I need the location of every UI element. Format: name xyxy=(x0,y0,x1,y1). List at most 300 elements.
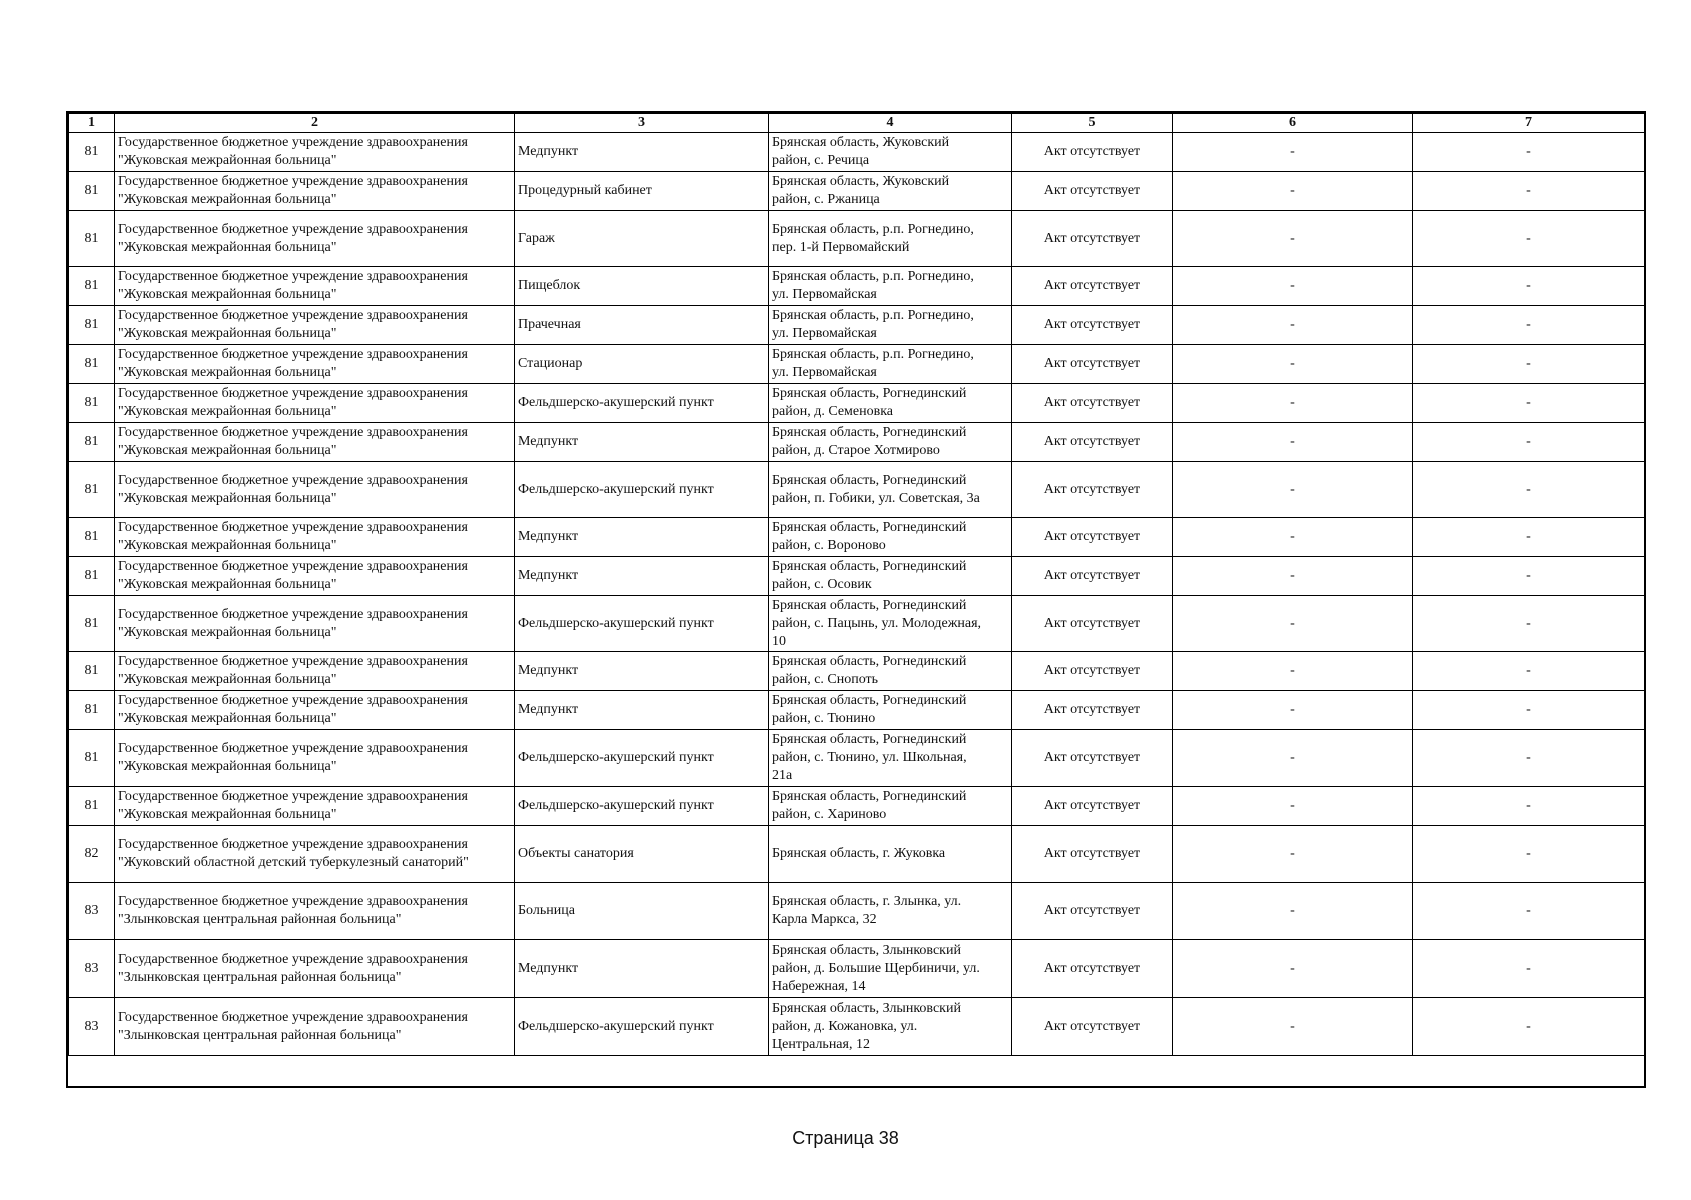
table-row xyxy=(69,883,1645,940)
page-number: Страница 38 xyxy=(792,1128,899,1148)
address-line: район, с. Вороново xyxy=(772,538,886,553)
address-line: район, с. Пацынь, ул. Молодежная, xyxy=(772,615,982,631)
act-status-cell xyxy=(1012,940,1173,998)
organization-name: "Жуковская межрайонная больница" xyxy=(118,443,337,458)
object-name: Стационар xyxy=(518,356,583,371)
column-6-value: - xyxy=(1290,230,1295,246)
address-cell xyxy=(769,518,1012,557)
organization-cell xyxy=(115,345,515,384)
organization-name: "Жуковская межрайонная больница" xyxy=(118,192,337,207)
act-status: Акт отсутствует xyxy=(1043,529,1141,544)
row-number-cell xyxy=(69,883,115,940)
column-7-cell xyxy=(1413,172,1645,211)
address-line: Набережная, 14 xyxy=(772,978,866,994)
row-number: 81 xyxy=(84,568,99,583)
organization-type: Государственное бюджетное учреждение здравоохранения xyxy=(118,472,468,488)
column-7-cell xyxy=(1413,384,1645,423)
address-line: Брянская область, Рогнединский xyxy=(772,386,967,401)
column-header-4: 4 xyxy=(769,114,1012,133)
address-line: Брянская область, р.п. Рогнедино, xyxy=(772,221,974,237)
object-name: Гараж xyxy=(518,230,555,246)
object-cell xyxy=(515,787,769,826)
address-line: район, д. Большие Щербиничи, ул. xyxy=(772,960,980,976)
organization-name: "Жуковский областной детский туберкулезный санаторий" xyxy=(118,855,469,870)
column-header-6: 6 xyxy=(1173,114,1413,133)
table-row xyxy=(69,940,1645,998)
row-number-cell xyxy=(69,652,115,691)
row-number: 82 xyxy=(84,846,99,861)
organization-type: Государственное бюджетное учреждение здравоохранения xyxy=(118,347,468,362)
row-number-cell xyxy=(69,730,115,787)
object-name: Фельдшерско-акушерский пункт xyxy=(518,1018,714,1034)
address-cell xyxy=(769,423,1012,462)
object-cell xyxy=(515,557,769,596)
organization-cell xyxy=(115,557,515,596)
act-status-cell xyxy=(1012,423,1173,462)
table-row xyxy=(69,518,1645,557)
address-cell xyxy=(769,384,1012,423)
address-line: район, с. Речица xyxy=(772,153,870,168)
column-6-value: - xyxy=(1290,481,1295,497)
organization-name: "Жуковская межрайонная больница" xyxy=(118,759,337,774)
column-6-cell xyxy=(1173,423,1413,462)
row-number-cell xyxy=(69,306,115,345)
table-row xyxy=(69,384,1645,423)
column-7-value: - xyxy=(1526,144,1531,159)
organization-cell xyxy=(115,306,515,345)
row-number: 81 xyxy=(84,144,99,159)
organization-type: Государственное бюджетное учреждение здравоохранения xyxy=(118,174,468,189)
address-line: Брянская область, Рогнединский xyxy=(772,472,967,488)
act-status-cell xyxy=(1012,345,1173,384)
object-cell xyxy=(515,652,769,691)
row-number-cell xyxy=(69,518,115,557)
act-status-cell xyxy=(1012,652,1173,691)
address-line: Брянская область, р.п. Рогнедино, xyxy=(772,308,974,323)
organization-type: Государственное бюджетное учреждение здравоохранения xyxy=(118,693,468,708)
row-number: 81 xyxy=(84,798,99,813)
organization-cell xyxy=(115,596,515,652)
address-cell xyxy=(769,345,1012,384)
act-status: Акт отсутствует xyxy=(1043,434,1141,449)
organization-cell xyxy=(115,787,515,826)
act-status-cell xyxy=(1012,557,1173,596)
address-line: район, с. Тюнино xyxy=(772,711,876,726)
address-line: Брянская область, Рогнединский xyxy=(772,693,967,708)
row-number-cell xyxy=(69,940,115,998)
organization-name: "Жуковская межрайонная больница" xyxy=(118,153,337,168)
object-name: Медпункт xyxy=(518,568,579,583)
column-7-cell xyxy=(1413,267,1645,306)
address-line: Брянская область, г. Злынка, ул. xyxy=(772,894,962,909)
column-6-cell xyxy=(1173,384,1413,423)
table-row xyxy=(69,998,1645,1056)
address-line: Брянская область, Рогнединский xyxy=(772,597,967,613)
table-body xyxy=(69,133,1645,1056)
act-status-cell xyxy=(1012,998,1173,1056)
object-name: Процедурный кабинет xyxy=(518,183,652,198)
table-row xyxy=(69,211,1645,267)
column-6-cell xyxy=(1173,267,1413,306)
row-number-cell xyxy=(69,384,115,423)
object-cell xyxy=(515,345,769,384)
address-line: Брянская область, Злынковский xyxy=(772,942,961,958)
column-7-value: - xyxy=(1526,278,1531,293)
object-cell xyxy=(515,384,769,423)
organization-name: "Жуковская межрайонная больница" xyxy=(118,239,337,255)
organization-type: Государственное бюджетное учреждение здравоохранения xyxy=(118,1009,468,1025)
row-number-cell xyxy=(69,345,115,384)
column-header-1: 1 xyxy=(69,114,115,133)
address-line: район, с. Снопоть xyxy=(772,672,879,687)
act-status-cell xyxy=(1012,267,1173,306)
object-cell xyxy=(515,172,769,211)
act-status-cell xyxy=(1012,730,1173,787)
object-cell xyxy=(515,211,769,267)
act-status: Акт отсутствует xyxy=(1043,481,1141,497)
object-cell xyxy=(515,423,769,462)
organization-type: Государственное бюджетное учреждение здравоохранения xyxy=(118,741,468,756)
column-6-cell xyxy=(1173,518,1413,557)
column-7-value: - xyxy=(1526,529,1531,544)
column-7-value: - xyxy=(1526,750,1531,765)
object-cell xyxy=(515,518,769,557)
row-number-cell xyxy=(69,691,115,730)
column-7-value: - xyxy=(1526,960,1531,976)
row-number-cell xyxy=(69,998,115,1056)
organization-cell xyxy=(115,172,515,211)
object-name: Медпункт xyxy=(518,529,579,544)
column-7-value: - xyxy=(1526,317,1531,332)
organization-type: Государственное бюджетное учреждение здравоохранения xyxy=(118,135,468,150)
act-status: Акт отсутствует xyxy=(1043,798,1141,813)
object-name: Медпункт xyxy=(518,702,579,717)
column-7-value: - xyxy=(1526,1018,1531,1034)
column-7-value: - xyxy=(1526,663,1531,678)
address-cell xyxy=(769,826,1012,883)
object-cell xyxy=(515,267,769,306)
organization-name: "Жуковская межрайонная больница" xyxy=(118,404,337,419)
organization-type: Государственное бюджетное учреждение здравоохранения xyxy=(118,894,468,909)
address-line: Карла Маркса, 32 xyxy=(772,912,877,927)
column-7-cell xyxy=(1413,557,1645,596)
column-7-cell xyxy=(1413,940,1645,998)
column-header-7: 7 xyxy=(1413,114,1645,133)
column-6-cell xyxy=(1173,691,1413,730)
object-cell xyxy=(515,998,769,1056)
object-cell xyxy=(515,883,769,940)
address-line: Брянская область, Рогнединский xyxy=(772,559,967,574)
column-7-value: - xyxy=(1526,183,1531,198)
column-6-cell xyxy=(1173,730,1413,787)
organization-cell xyxy=(115,998,515,1056)
act-status: Акт отсутствует xyxy=(1043,846,1141,861)
row-number-cell xyxy=(69,267,115,306)
organization-cell xyxy=(115,691,515,730)
act-status-cell xyxy=(1012,133,1173,172)
act-status: Акт отсутствует xyxy=(1043,278,1141,293)
organization-type: Государственное бюджетное учреждение здравоохранения xyxy=(118,654,468,669)
address-line: Брянская область, Рогнединский xyxy=(772,520,967,535)
organization-cell xyxy=(115,652,515,691)
column-7-cell xyxy=(1413,596,1645,652)
address-line: Брянская область, Жуковский xyxy=(772,135,950,150)
act-status: Акт отсутствует xyxy=(1043,750,1141,765)
column-6-value: - xyxy=(1290,702,1295,717)
table-row xyxy=(69,462,1645,518)
row-number: 81 xyxy=(84,615,99,631)
register-table xyxy=(68,113,1645,1056)
column-6-cell xyxy=(1173,462,1413,518)
object-name: Медпункт xyxy=(518,663,579,678)
row-number: 81 xyxy=(84,183,99,198)
organization-type: Государственное бюджетное учреждение здравоохранения xyxy=(118,559,468,574)
organization-cell xyxy=(115,384,515,423)
object-name: Больница xyxy=(518,903,575,918)
table-row xyxy=(69,787,1645,826)
object-name: Объекты санатория xyxy=(518,846,634,861)
column-6-value: - xyxy=(1290,615,1295,631)
row-number: 81 xyxy=(84,317,99,332)
address-line: ул. Первомайская xyxy=(772,326,877,341)
act-status: Акт отсутствует xyxy=(1043,356,1141,371)
organization-type: Государственное бюджетное учреждение здравоохранения xyxy=(118,221,468,237)
organization-name: "Жуковская межрайонная больница" xyxy=(118,538,337,553)
address-cell xyxy=(769,462,1012,518)
address-cell xyxy=(769,787,1012,826)
address-line: Брянская область, Жуковский xyxy=(772,174,950,189)
column-7-cell xyxy=(1413,998,1645,1056)
row-number: 83 xyxy=(84,960,99,976)
organization-type: Государственное бюджетное учреждение здравоохранения xyxy=(118,606,468,622)
organization-name: "Жуковская межрайонная больница" xyxy=(118,365,337,380)
address-line: Брянская область, р.п. Рогнедино, xyxy=(772,269,974,284)
object-cell xyxy=(515,596,769,652)
act-status-cell xyxy=(1012,826,1173,883)
address-cell xyxy=(769,596,1012,652)
organization-name: "Жуковская межрайонная больница" xyxy=(118,326,337,341)
column-7-value: - xyxy=(1526,395,1531,410)
row-number-cell xyxy=(69,133,115,172)
column-6-cell xyxy=(1173,172,1413,211)
act-status: Акт отсутствует xyxy=(1043,960,1141,976)
organization-name: "Жуковская межрайонная больница" xyxy=(118,807,337,822)
organization-name: "Жуковская межрайонная больница" xyxy=(118,490,337,506)
organization-cell xyxy=(115,211,515,267)
row-number-cell xyxy=(69,172,115,211)
column-6-value: - xyxy=(1290,356,1295,371)
address-line: Брянская область, г. Жуковка xyxy=(772,846,946,861)
column-6-value: - xyxy=(1290,144,1295,159)
column-6-value: - xyxy=(1290,750,1295,765)
object-name: Фельдшерско-акушерский пункт xyxy=(518,750,714,765)
object-name: Прачечная xyxy=(518,317,581,332)
organization-name: "Жуковская межрайонная больница" xyxy=(118,577,337,592)
column-7-cell xyxy=(1413,211,1645,267)
organization-type: Государственное бюджетное учреждение здравоохранения xyxy=(118,837,468,852)
table-row xyxy=(69,596,1645,652)
act-status-cell xyxy=(1012,787,1173,826)
object-cell xyxy=(515,826,769,883)
row-number: 81 xyxy=(84,663,99,678)
column-6-cell xyxy=(1173,787,1413,826)
object-name: Фельдшерско-акушерский пункт xyxy=(518,798,714,813)
address-line: ул. Первомайская xyxy=(772,365,877,380)
address-cell xyxy=(769,211,1012,267)
organization-cell xyxy=(115,730,515,787)
column-6-value: - xyxy=(1290,1018,1295,1034)
act-status-cell xyxy=(1012,384,1173,423)
column-7-value: - xyxy=(1526,903,1531,918)
act-status-cell xyxy=(1012,211,1173,267)
column-7-cell xyxy=(1413,462,1645,518)
act-status-cell xyxy=(1012,306,1173,345)
act-status-cell xyxy=(1012,518,1173,557)
row-number-cell xyxy=(69,557,115,596)
organization-name: "Жуковская межрайонная больница" xyxy=(118,287,337,302)
address-line: Центральная, 12 xyxy=(772,1036,870,1052)
act-status: Акт отсутствует xyxy=(1043,183,1141,198)
column-6-cell xyxy=(1173,883,1413,940)
organization-name: "Злынковская центральная районная больница" xyxy=(118,969,402,985)
act-status-cell xyxy=(1012,172,1173,211)
column-6-value: - xyxy=(1290,434,1295,449)
row-number-cell xyxy=(69,787,115,826)
column-number-row xyxy=(69,114,1645,133)
table-row xyxy=(69,306,1645,345)
organization-cell xyxy=(115,826,515,883)
column-7-value: - xyxy=(1526,230,1531,246)
act-status: Акт отсутствует xyxy=(1043,568,1141,583)
address-line: район, с. Осовик xyxy=(772,577,872,592)
act-status: Акт отсутствует xyxy=(1043,903,1141,918)
column-7-value: - xyxy=(1526,356,1531,371)
organization-name: "Злынковская центральная районная больница" xyxy=(118,912,402,927)
address-cell xyxy=(769,940,1012,998)
column-6-value: - xyxy=(1290,798,1295,813)
organization-cell xyxy=(115,267,515,306)
column-7-cell xyxy=(1413,518,1645,557)
column-6-value: - xyxy=(1290,903,1295,918)
table-row xyxy=(69,730,1645,787)
table-row xyxy=(69,172,1645,211)
column-6-value: - xyxy=(1290,846,1295,861)
address-line: район, п. Гобики, ул. Советская, 3а xyxy=(772,490,980,506)
address-line: 10 xyxy=(772,633,786,649)
address-cell xyxy=(769,306,1012,345)
column-6-value: - xyxy=(1290,395,1295,410)
row-number-cell xyxy=(69,462,115,518)
object-cell xyxy=(515,730,769,787)
object-cell xyxy=(515,462,769,518)
address-cell xyxy=(769,172,1012,211)
address-cell xyxy=(769,691,1012,730)
column-6-value: - xyxy=(1290,663,1295,678)
organization-name: "Жуковская межрайонная больница" xyxy=(118,672,337,687)
column-7-cell xyxy=(1413,306,1645,345)
column-7-cell xyxy=(1413,691,1645,730)
organization-name: "Злынковская центральная районная больница" xyxy=(118,1027,402,1043)
table-row xyxy=(69,345,1645,384)
organization-cell xyxy=(115,940,515,998)
row-number: 81 xyxy=(84,750,99,765)
column-6-cell xyxy=(1173,940,1413,998)
column-7-value: - xyxy=(1526,846,1531,861)
column-6-cell xyxy=(1173,998,1413,1056)
object-name: Пищеблок xyxy=(518,278,581,293)
row-number-cell xyxy=(69,826,115,883)
address-cell xyxy=(769,730,1012,787)
address-line: Брянская область, Рогнединский xyxy=(772,732,967,747)
address-line: район, д. Старое Хотмирово xyxy=(772,443,940,458)
act-status: Акт отсутствует xyxy=(1043,317,1141,332)
table-row xyxy=(69,423,1645,462)
address-line: Брянская область, Рогнединский xyxy=(772,789,967,804)
column-6-cell xyxy=(1173,211,1413,267)
address-cell xyxy=(769,133,1012,172)
row-number: 83 xyxy=(84,1018,99,1034)
column-6-value: - xyxy=(1290,960,1295,976)
address-line: район, с. Тюнино, ул. Школьная, xyxy=(772,750,967,765)
address-line: Брянская область, Злынковский xyxy=(772,1000,961,1016)
column-7-cell xyxy=(1413,133,1645,172)
row-number: 83 xyxy=(84,903,99,918)
act-status: Акт отсутствует xyxy=(1043,615,1141,631)
row-number-cell xyxy=(69,596,115,652)
column-6-cell xyxy=(1173,306,1413,345)
row-number: 81 xyxy=(84,529,99,544)
column-7-cell xyxy=(1413,883,1645,940)
address-line: Брянская область, Рогнединский xyxy=(772,654,967,669)
act-status-cell xyxy=(1012,691,1173,730)
column-6-value: - xyxy=(1290,568,1295,583)
address-line: район, с. Ржаница xyxy=(772,192,880,207)
act-status: Акт отсутствует xyxy=(1043,663,1141,678)
object-name: Фельдшерско-акушерский пункт xyxy=(518,615,714,631)
address-cell xyxy=(769,557,1012,596)
table-row xyxy=(69,557,1645,596)
organization-type: Государственное бюджетное учреждение здравоохранения xyxy=(118,386,468,401)
row-number: 81 xyxy=(84,434,99,449)
act-status: Акт отсутствует xyxy=(1043,395,1141,410)
address-line: Брянская область, р.п. Рогнедино, xyxy=(772,347,974,362)
act-status: Акт отсутствует xyxy=(1043,230,1141,246)
row-number-cell xyxy=(69,423,115,462)
address-cell xyxy=(769,883,1012,940)
column-header-3: 3 xyxy=(515,114,769,133)
address-line: 21а xyxy=(772,768,793,783)
organization-cell xyxy=(115,883,515,940)
column-header-2: 2 xyxy=(115,114,515,133)
table-row xyxy=(69,826,1645,883)
organization-cell xyxy=(115,423,515,462)
act-status-cell xyxy=(1012,462,1173,518)
object-name: Фельдшерско-акушерский пункт xyxy=(518,481,714,497)
row-number: 81 xyxy=(84,230,99,246)
organization-name: "Жуковская межрайонная больница" xyxy=(118,624,337,640)
column-6-value: - xyxy=(1290,529,1295,544)
column-6-value: - xyxy=(1290,317,1295,332)
object-name: Фельдшерско-акушерский пункт xyxy=(518,395,714,410)
row-number: 81 xyxy=(84,481,99,497)
column-7-value: - xyxy=(1526,568,1531,583)
row-number: 81 xyxy=(84,702,99,717)
address-line: район, д. Семеновка xyxy=(772,404,894,419)
act-status: Акт отсутствует xyxy=(1043,702,1141,717)
act-status-cell xyxy=(1012,883,1173,940)
column-6-cell xyxy=(1173,133,1413,172)
organization-type: Государственное бюджетное учреждение здравоохранения xyxy=(118,269,468,284)
